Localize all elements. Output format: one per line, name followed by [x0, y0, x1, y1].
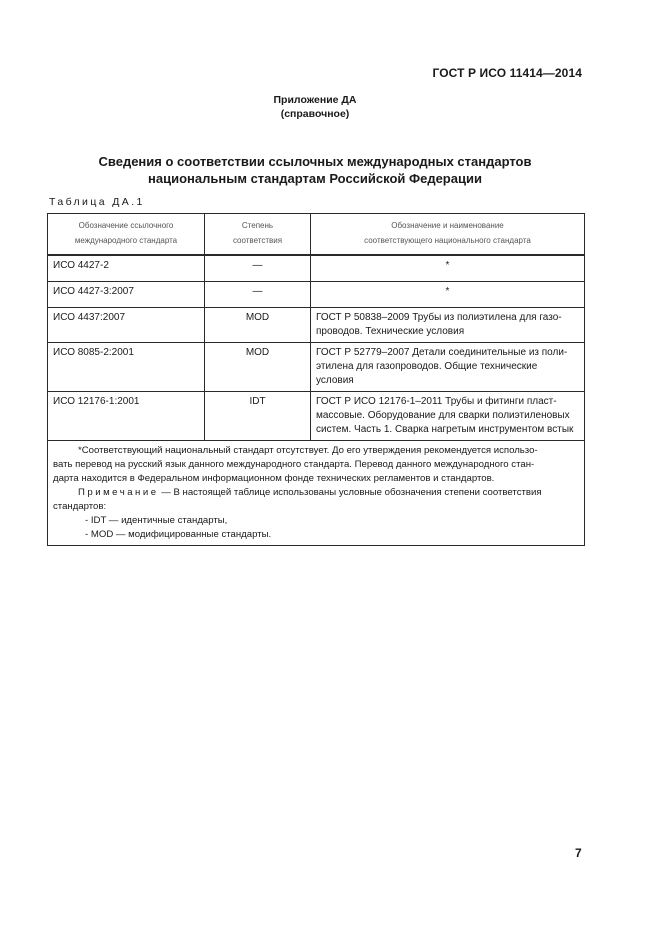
- table-row: [48, 343, 585, 392]
- table-footnote: [48, 441, 585, 546]
- table-row: [48, 308, 585, 343]
- footnote-line: вать перевод на русский язык данного международного стандарта. Перевод данного международного стан-: [53, 459, 535, 470]
- note-item: - IDT — идентичные стандарты,: [85, 515, 228, 526]
- header-text: соответствующего национального стандарта: [364, 236, 531, 245]
- cell-degree: —: [205, 282, 311, 308]
- cell-degree: —: [205, 255, 311, 282]
- cell-international: ИСО 12176-1:2001: [48, 392, 205, 441]
- page-number: 7: [575, 846, 582, 860]
- cell-degree: MOD: [205, 343, 311, 392]
- section-title-line-1: Сведения о соответствии ссылочных международных стандартов: [98, 154, 532, 169]
- table-row: [48, 282, 585, 308]
- cell-line: массовые. Оборудование для сварки полиэтиленовых: [316, 410, 570, 421]
- header-international-standard: [48, 214, 205, 256]
- header-text: Обозначение и наименование: [391, 221, 504, 230]
- header-text: Обозначение ссылочного: [78, 221, 174, 230]
- appendix-heading: [0, 93, 630, 121]
- cell-line: условия: [316, 375, 354, 386]
- header-national-standard: [311, 214, 585, 256]
- appendix-name: Приложение ДА: [273, 94, 357, 106]
- note-label: Примечание: [78, 487, 159, 498]
- cell-line: ГОСТ Р 52779–2007 Детали соединительные из поли-: [316, 347, 568, 358]
- footnote-line: *Соответствующий национальный стандарт отсутствует. До его утверждения рекомендуется использо-: [78, 445, 538, 456]
- section-title-line-2: национальным стандартам Российской Федерации: [148, 171, 482, 186]
- header-text: международного стандарта: [74, 236, 178, 245]
- cell-line: систем. Часть 1. Сварка нагретым инструментом встык: [316, 424, 574, 435]
- cell-national: [311, 343, 585, 392]
- cell-national: [311, 392, 585, 441]
- header-degree: [205, 214, 311, 256]
- header-text: Степень: [241, 221, 274, 230]
- cell-international: ИСО 4437:2007: [48, 308, 205, 343]
- cell-national: [311, 308, 585, 343]
- cell-national: *: [311, 282, 585, 308]
- cell-line: этилена для газопроводов. Общие технические: [316, 361, 538, 372]
- footnote-line: дарта находится в Федеральном информационном фонде технических регламентов и стандартов.: [53, 473, 495, 484]
- section-title: [0, 153, 630, 187]
- cell-international: ИСО 4427-3:2007: [48, 282, 205, 308]
- note-text: — В настоящей таблице использованы условные обозначения степени соответствия: [161, 487, 542, 498]
- header-text: соответствия: [232, 236, 283, 245]
- cell-line: ГОСТ Р 50838–2009 Трубы из полиэтилена для газо-: [316, 312, 562, 323]
- document-code: ГОСТ Р ИСО 11414—2014: [432, 66, 582, 80]
- table-footer-row: [48, 441, 585, 546]
- cell-national: *: [311, 255, 585, 282]
- cell-international: ИСО 4427-2: [48, 255, 205, 282]
- table-row: [48, 255, 585, 282]
- note-line: [53, 486, 579, 500]
- correspondence-table: [47, 213, 585, 546]
- appendix-type: (справочное): [280, 108, 350, 120]
- table-row: [48, 392, 585, 441]
- cell-degree: IDT: [205, 392, 311, 441]
- note-line: стандартов:: [53, 501, 107, 512]
- cell-degree: MOD: [205, 308, 311, 343]
- table-caption: Таблица ДА.1: [49, 196, 145, 208]
- note-item: - MOD — модифицированные стандарты.: [85, 529, 272, 540]
- cell-line: проводов. Технические условия: [316, 326, 465, 337]
- cell-international: ИСО 8085-2:2001: [48, 343, 205, 392]
- table-header-row: [48, 214, 585, 256]
- cell-line: ГОСТ Р ИСО 12176-1–2011 Трубы и фитинги пласт-: [316, 396, 557, 407]
